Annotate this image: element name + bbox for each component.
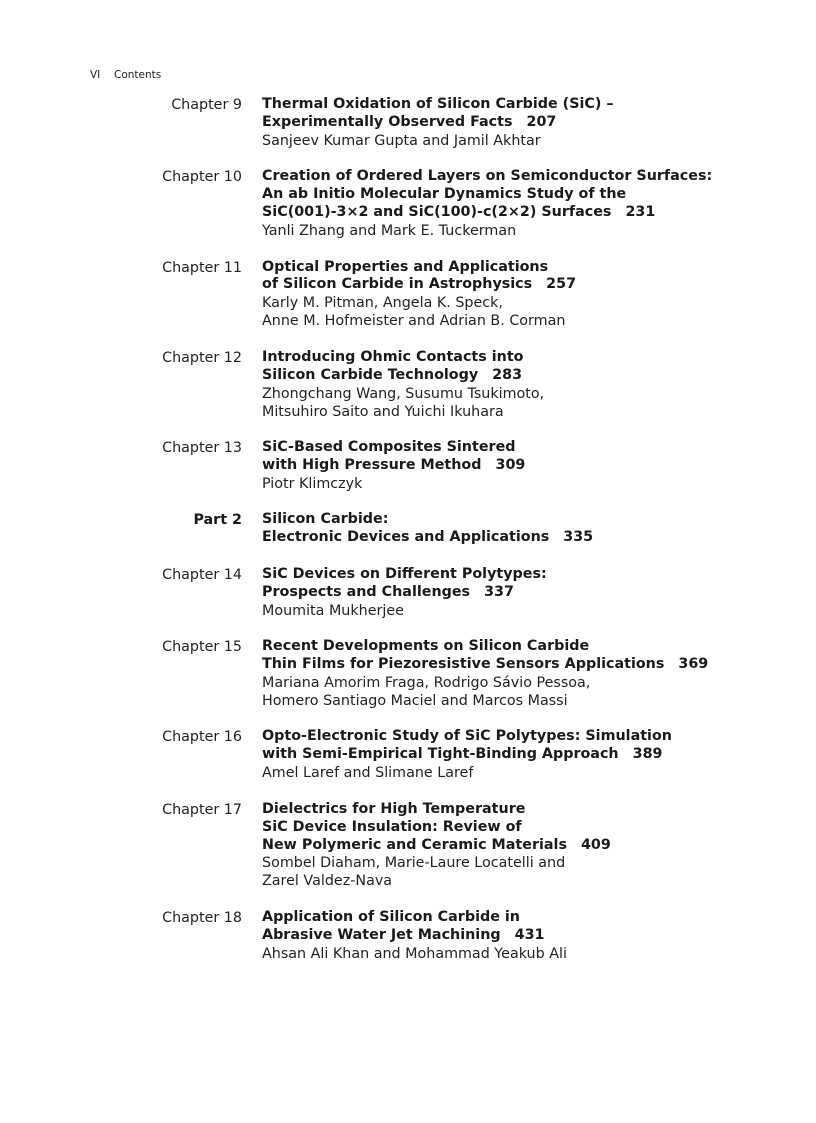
chapter-label: Chapter 10 <box>162 169 242 186</box>
chapter-title-text: Experimentally Observed Facts <box>262 113 513 130</box>
toc-part-entry <box>0 511 816 547</box>
chapter-title-line <box>262 349 762 367</box>
chapter-title-line <box>262 927 762 945</box>
toc-chapter-entry <box>0 349 816 421</box>
entry-body <box>262 801 762 891</box>
chapter-label: Chapter 15 <box>162 639 242 656</box>
toc-chapter-entry <box>0 439 816 493</box>
toc-chapter-entry <box>0 909 816 963</box>
author-line: Zhongchang Wang, Susumu Tsukimoto, <box>262 385 545 402</box>
chapter-label: Chapter 13 <box>162 440 242 457</box>
page-number: VI <box>90 69 101 81</box>
author-line: Homero Santiago Maciel and Marcos Massi <box>262 692 568 709</box>
chapter-title-line <box>262 457 762 475</box>
entry-body <box>262 511 762 547</box>
chapter-title-text: SiC Device Insulation: Review of <box>262 818 522 835</box>
toc-chapter-entry <box>0 96 816 150</box>
chapter-title-line <box>262 276 762 294</box>
chapter-title-line <box>262 511 762 529</box>
author-line: Piotr Klimczyk <box>262 475 363 492</box>
chapter-title-text: Abrasive Water Jet Machining <box>262 926 501 943</box>
chapter-title-line <box>262 367 762 385</box>
chapter-title-text: Dielectrics for High Temperature <box>262 800 526 817</box>
chapter-title-line <box>262 566 762 584</box>
chapter-label: Chapter 9 <box>171 97 242 113</box>
page-number-ref: 283 <box>492 366 523 383</box>
author-line: Sanjeev Kumar Gupta and Jamil Akhtar <box>262 132 541 149</box>
chapter-title-text: SiC Devices on Different Polytypes: <box>262 565 547 582</box>
author-line: Yanli Zhang and Mark E. Tuckerman <box>262 223 517 240</box>
page-number-ref: 389 <box>632 746 663 763</box>
chapter-title-text: Opto-Electronic Study of SiC Polytypes: Simulation <box>262 728 672 745</box>
author-line: Zarel Valdez-Nava <box>262 873 393 890</box>
chapter-title-line <box>262 529 762 547</box>
chapter-title-text: of Silicon Carbide in Astrophysics <box>262 276 533 293</box>
chapter-title-line <box>262 746 762 764</box>
chapter-title-text: Thin Films for Piezoresistive Sensors Applications <box>262 656 665 672</box>
chapter-title-line <box>262 638 762 656</box>
entry-body <box>262 259 762 331</box>
chapter-title-line <box>262 114 762 132</box>
chapter-title-text: Application of Silicon Carbide in <box>262 908 520 925</box>
entry-body <box>262 439 762 493</box>
author-line: Ahsan Ali Khan and Mohammad Yeakub Ali <box>262 945 567 962</box>
toc-chapter-entry <box>0 168 816 240</box>
chapter-title-text: Introducing Ohmic Contacts into <box>262 348 524 365</box>
chapter-title-text: Recent Developments on Silicon Carbide <box>262 638 590 655</box>
page-number-ref: 231 <box>625 204 656 221</box>
author-line: Anne M. Hofmeister and Adrian B. Corman <box>262 313 566 330</box>
chapter-title-line <box>262 439 762 457</box>
entry-body <box>262 349 762 421</box>
chapter-title-line <box>262 259 762 277</box>
chapter-title-text: New Polymeric and Ceramic Materials <box>262 836 567 853</box>
chapter-title-line <box>262 96 762 114</box>
chapter-label: Chapter 14 <box>162 566 242 583</box>
part-label: Part 2 <box>193 512 242 529</box>
chapter-title-line <box>262 728 762 746</box>
chapter-label: Chapter 12 <box>162 349 242 366</box>
page-number-ref: 207 <box>526 113 557 130</box>
entry-body <box>262 909 762 963</box>
chapter-title-line <box>262 204 762 222</box>
page-number-ref: 409 <box>580 836 611 853</box>
chapter-title-line <box>262 186 762 204</box>
chapter-label: Chapter 17 <box>162 801 242 818</box>
chapter-title-text: SiC(001)-3×2 and SiC(100)-c(2×2) Surfaces <box>262 204 612 221</box>
page-number-ref: 431 <box>514 926 545 943</box>
chapter-title-line <box>262 801 762 819</box>
chapter-label: Chapter 18 <box>162 909 242 926</box>
page-number-ref: 309 <box>495 457 526 474</box>
author-line: Moumita Mukherjee <box>262 602 404 619</box>
toc-chapter-entry <box>0 259 816 331</box>
page-number-ref: 257 <box>546 276 577 293</box>
author-line: Mitsuhiro Saito and Yuichi Ikuhara <box>262 403 504 420</box>
page-number-ref: 335 <box>563 529 594 546</box>
chapter-title-text: Silicon Carbide Technology <box>262 366 479 383</box>
author-line: Karly M. Pitman, Angela K. Speck, <box>262 295 503 312</box>
chapter-title-line <box>262 656 762 674</box>
chapter-title-line <box>262 168 762 186</box>
entry-body <box>262 96 762 150</box>
toc-chapter-entry <box>0 801 816 891</box>
chapter-title-text: Creation of Ordered Layers on Semiconductor Surfaces: <box>262 168 713 185</box>
toc-chapter-entry <box>0 638 816 710</box>
chapter-title-text: Thermal Oxidation of Silicon Carbide (SiC) – <box>262 96 614 112</box>
chapter-title-line <box>262 837 762 855</box>
chapter-title-text: Silicon Carbide: <box>262 511 389 528</box>
page-number-ref: 337 <box>484 583 514 600</box>
chapter-title-text: with High Pressure Method <box>262 457 482 474</box>
chapter-title-line <box>262 909 762 927</box>
chapter-title-text: Electronic Devices and Applications <box>262 529 550 546</box>
toc-chapter-entry <box>0 728 816 782</box>
chapter-title-text: SiC-Based Composites Sintered <box>262 439 516 456</box>
entry-body <box>262 638 762 710</box>
running-head <box>90 69 161 81</box>
chapter-title-text: An ab Initio Molecular Dynamics Study of the <box>262 186 627 203</box>
chapter-label: Chapter 11 <box>162 259 242 276</box>
chapter-title-text: Optical Properties and Applications <box>262 258 549 275</box>
entry-body <box>262 728 762 782</box>
author-line: Mariana Amorim Fraga, Rodrigo Sávio Pessoa, <box>262 674 591 691</box>
toc-chapter-entry <box>0 566 816 620</box>
chapter-title-line <box>262 584 762 602</box>
chapter-title-line <box>262 819 762 837</box>
entry-body <box>262 566 762 620</box>
chapter-title-text: Prospects and Challenges <box>262 583 471 600</box>
page-number-ref: 369 <box>678 656 709 672</box>
author-line: Sombel Diaham, Marie-Laure Locatelli and <box>262 855 566 872</box>
chapter-label: Chapter 16 <box>162 729 242 746</box>
section-title: Contents <box>114 69 162 81</box>
table-of-contents <box>0 96 816 981</box>
entry-body <box>262 168 762 240</box>
chapter-title-text: with Semi-Empirical Tight-Binding Approach <box>262 746 619 763</box>
author-line: Amel Laref and Slimane Laref <box>262 765 474 782</box>
